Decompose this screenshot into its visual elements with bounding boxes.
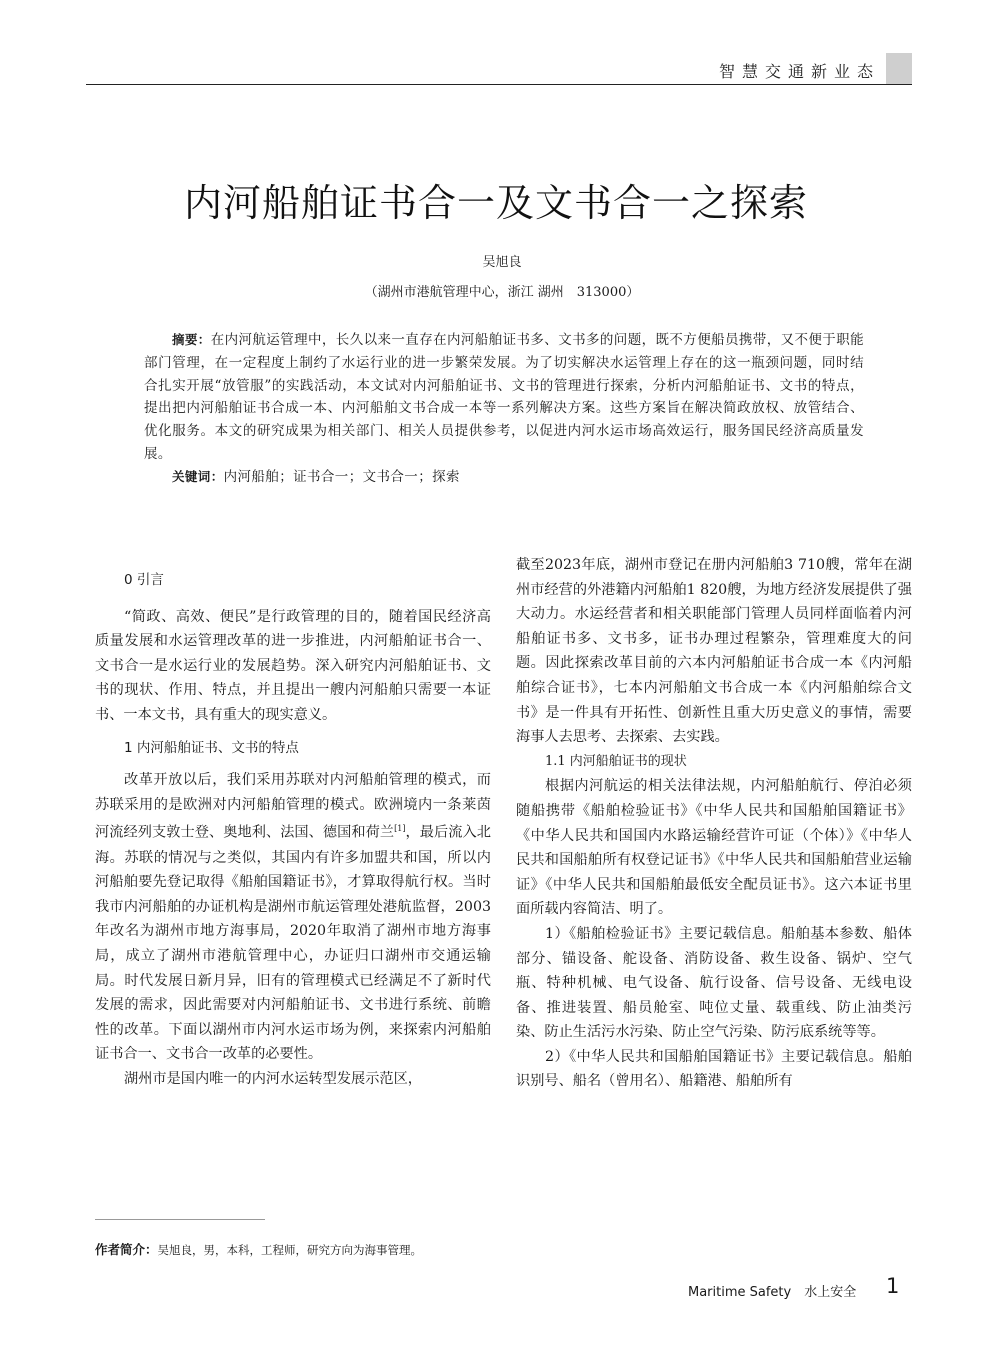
page-number: 1 xyxy=(886,1274,900,1298)
footnote-text: 吴旭良，男，本科，工程师，研究方向为海事管理。 xyxy=(157,1243,423,1257)
body-paragraph: 根据内河航运的相关法律法规，内河船舶航行、停泊必须随船携带《船舶检验证书》《中华人民共和国船舶国籍证书》《中华人民共和国国内水路运输经营许可证（个体）》《中华人民共和国船舶所有权登记证书》《中华人民共和国船舶营业运输证》《中华人民共和国船舶最低安全配员证书》。这六本证书里面所载内容简洁、明了。 xyxy=(516,778,912,918)
body-paragraph: 1）《船舶检验证书》主要记载信息。船舶基本参数、船体部分、锚设备、舵设备、消防设备、救生设备、锅炉、空气瓶、特种机械、电气设备、航行设备、信号设备、无线电设备、推进装置、船员舱室、吨位丈量、载重线、防止油类污染、防止生活污水污染、防止空气污染、防污底系统等等。 xyxy=(516,925,912,1041)
abstract-text: 在内河航运管理中，长久以来一直存在内河船舶证书多、文书多的问题，既不方便船员携带，又不便于职能部门管理，在一定程度上制约了水运行业的进一步繁荣发展。为了切实解决水运管理上存在的这一瓶颈问题，同时结合扎实开展“放管服”的实践活动，本文试对内河船舶证书、文书的管理进行探索，分析内河船舶证书、文书的特点，提出把内河船舶证书合成一本、内河船舶文书合成一本等一系列解决方案。这些方案旨在解决简政放权、放管结合、优化服务。本文的研究成果为相关部门、相关人员提供参考，以促进内河水运市场高效运行，服务国民经济高质量发展。 xyxy=(144,332,865,462)
journal-section-label: 智慧交通新业态 xyxy=(718,62,880,81)
intro-paragraph: “简政、高效、便民”是行政管理的目的，随着国民经济高质量发展和水运管理改革的进一步推进，内河船舶证书合一、文书合一是水运行业的发展趋势。深入研究内河船舶证书、文书的现状、作用、特点，并且提出一艘内河船舶只需要一本证书、一本文书，具有重大的现实意义。 xyxy=(95,608,491,723)
body-paragraph: 截至2023年底，湖州市登记在册内河船舶3 710艘，常年在湖州市经营的外港籍内河船舶1 820艘，为地方经济发展提供了强大动力。水运经营者和相关职能部门管理人员同样面临着内河船舶证书多、文书多，证书办理过程繁杂，管理难度大的问题。因此探索改革目前的六本内河船舶证书合成一本《内河船舶综合证书》，七本内河船舶文书合成一本《内河船舶综合文书》是一件具有开拓性、创新性且重大历史意义的事情，需要海事人去思考、去探索、去实践。 xyxy=(516,557,912,746)
keywords-label: 关键词： xyxy=(172,468,224,484)
header-tab-block xyxy=(886,53,912,84)
body-paragraph: 2）《中华人民共和国船舶国籍证书》主要记载信息。船舶识别号、船名（曾用名）、船籍港、船舶所有 xyxy=(516,1048,912,1090)
abstract-block xyxy=(144,329,864,489)
author-affiliation: （湖州市港航管理中心，浙江 湖州 313000） xyxy=(364,285,640,300)
keywords-text: 内河船舶；证书合一；文书合一；探索 xyxy=(223,468,460,485)
left-column xyxy=(95,568,491,1092)
header-rule xyxy=(86,84,912,85)
paragraph-text: ，最后流入北海。苏联的情况与之类似，其国内有许多加盟共和国，所以内河船舶要先登记取得《船舶国籍证书》，才算取得航行权。当时我市内河船舶的办证机构是湖州市航运管理处港航监督，2003年改名为湖州市地方海事局，2020年取消了湖州市地方海事局，成立了湖州市港航管理中心，办证归口湖州市交通运输局。时代发展日新月异，旧有的管理模式已经满足不了新时代发展的需求，因此需要对内河船舶证书、文书进行系统、前瞻性的改革。下面以湖州市内河水运市场为例，来探索内河船舶证书合一、文书合一改革的必要性。 xyxy=(95,825,491,1063)
section-heading-1: 1 内河船舶证书、文书的特点 xyxy=(124,739,299,756)
abstract-label: 摘要： xyxy=(172,332,211,347)
footer-journal-name: Maritime Safety 水上安全 xyxy=(688,1285,857,1300)
abstract-paragraph xyxy=(144,329,864,466)
section-heading-intro: 0 引言 xyxy=(124,572,164,588)
author-name: 吴旭良 xyxy=(482,255,522,270)
body-paragraph xyxy=(95,768,491,1067)
author-footnote xyxy=(95,1240,422,1258)
paragraph-text: 改革开放以后，我们采用苏联对内河船舶管理的模式，而苏联采用的是欧洲对内河船舶管理的模式。欧洲境内一条莱茵河流经列支敦士登、奥地利、法国、德国和荷兰 xyxy=(95,772,491,842)
footnote-rule xyxy=(95,1219,265,1220)
body-paragraph: 湖州市是国内唯一的内河水运转型发展示范区， xyxy=(124,1071,422,1088)
keywords-line xyxy=(144,466,864,489)
right-column xyxy=(516,553,912,1094)
article-title: 内河船舶证书合一及文书合一之探索 xyxy=(183,181,808,225)
citation-ref: [1] xyxy=(394,824,406,834)
subsection-heading: 1.1 内河船舶证书的现状 xyxy=(545,753,687,769)
footnote-label: 作者简介： xyxy=(95,1242,158,1257)
